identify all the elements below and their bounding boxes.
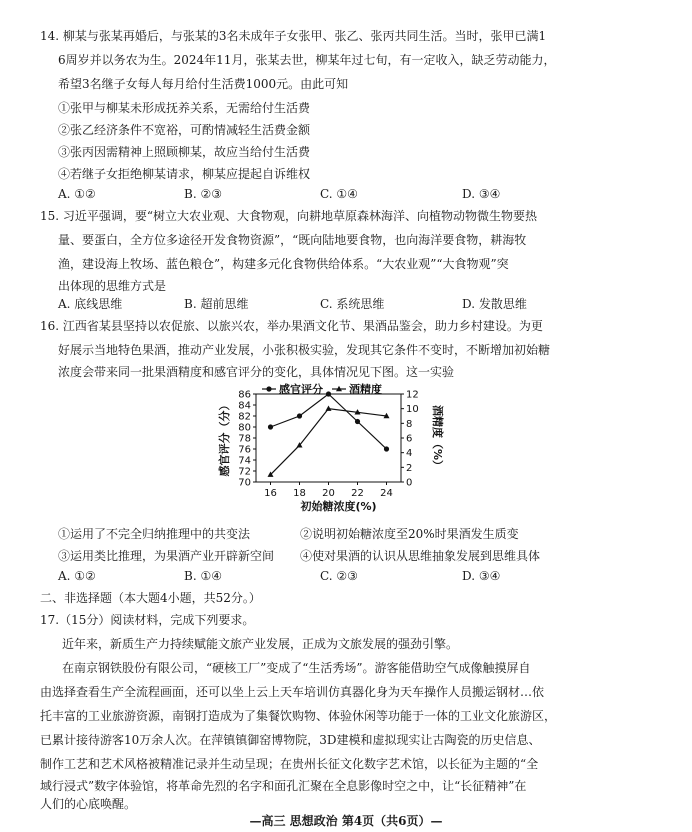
legend-label-sensory: 感官评分: [279, 383, 323, 396]
x-tick-label: 16: [264, 488, 277, 499]
q15-stem-line-3: 渔，建设海上牧场、蓝色粮仓”，构建多元化食物供给体系。“大农业观”“大食物观”突: [58, 257, 509, 271]
q15-stem-line-2: 量、要蛋白，全方位多途径开发食物资源”，“既向陆地要食物，也向海洋要食物，耕海牧: [58, 233, 527, 247]
left-tick-label: 86: [238, 389, 251, 401]
right-tick-label: 8: [406, 418, 413, 430]
q16-statement-2: ②说明初始糖浓度至20%时果酒发生质变: [300, 527, 519, 541]
q17-paragraph-2-line-5: 制作工艺和艺术风格被精准记录并生动呈现；在贵州长征文化数字艺术馆，以长征为主题的“全: [40, 757, 539, 771]
x-tick-label: 18: [293, 488, 306, 499]
legend-marker-sensory: [266, 386, 271, 391]
q17-paragraph-2-line-7: 人们的心底唤醒。: [40, 797, 137, 811]
sensory-score-point: [384, 446, 389, 451]
right-tick-label: 10: [406, 404, 419, 416]
q15-option-a[interactable]: A. 底线思维: [58, 297, 123, 311]
q15-option-d[interactable]: D. 发散思维: [462, 297, 527, 311]
left-tick-label: 72: [238, 466, 251, 478]
q17-paragraph-1: 近年来，新质生产力持续赋能文旅产业发展，正成为文旅发展的强劲引擎。: [62, 637, 459, 651]
q15-option-b[interactable]: B. 超前思维: [184, 297, 249, 311]
q16-option-c[interactable]: C. ②③: [320, 569, 358, 583]
section-2-heading: 二、非选择题（本大题4小题，共52分。）: [40, 591, 261, 605]
q14-stem-line-1: 14. 柳某与张某再婚后，与张某的3名未成年子女张甲、张乙、张丙共同生活。当时，张甲已满1: [40, 29, 547, 43]
q15-option-c[interactable]: C. 系统思维: [320, 297, 385, 311]
sensory-score-point: [297, 413, 302, 418]
q15-stem-line-1: 15. 习近平强调，要“树立大农业观、大食物观，向耕地草原森林海洋、向植物动物微生物要热: [40, 209, 538, 223]
page-footer: —高三 思想政治 第4页（共6页）—: [249, 814, 443, 828]
series-line-sensory-score: [271, 394, 387, 449]
right-tick-label: 2: [406, 462, 413, 474]
legend-label-alcohol: 酒精度: [349, 383, 382, 396]
x-tick-label: 24: [380, 488, 393, 499]
chart-legend: [262, 382, 382, 396]
q14-statement-4: ④若继子女拒绝柳某请求，柳某应提起自诉维权: [58, 167, 311, 181]
q17-paragraph-2-line-1: 在南京钢铁股份有限公司，“硬核工厂”变成了“生活秀场”。游客能借助空气成像触摸屏自: [62, 661, 531, 675]
left-axis-label: 感官评分（分）: [218, 399, 231, 477]
right-tick-label: 12: [406, 389, 419, 401]
q14-statement-1: ①张甲与柳某未形成抚养关系，无需给付生活费: [58, 101, 311, 115]
q17-paragraph-2-line-3: 托丰富的工业旅游资源，南钢打造成为了集餐饮购物、体验休闲等功能于一体的工业文化旅游区，: [40, 709, 557, 723]
left-tick-label: 70: [238, 477, 251, 489]
q17-title: 17.（15分）阅读材料，完成下列要求。: [40, 613, 255, 627]
x-axis-label: 初始糖浓度(%): [300, 500, 377, 513]
right-tick-label: 4: [406, 448, 413, 460]
left-tick-label: 80: [238, 422, 251, 434]
left-tick-label: 76: [238, 444, 251, 456]
q14-option-a[interactable]: A. ①②: [58, 187, 96, 201]
sugar-concentration-chart: [196, 380, 456, 520]
left-tick-label: 84: [238, 400, 251, 412]
q16-stem-line-1: 16. 江西省某县坚持以农促旅、以旅兴农，举办果酒文化节、果酒品鉴会，助力乡村建设。为更: [40, 319, 543, 333]
q16-statement-3: ③运用类比推理，为果酒产业开辟新空间: [58, 549, 275, 563]
q16-option-a[interactable]: A. ①②: [58, 569, 96, 583]
q16-stem-line-2: 好展示当地特色果酒，推动产业发展，小张积极实验，发现其它条件不变时，不断增加初始糖: [58, 343, 551, 357]
x-tick-label: 22: [351, 488, 364, 499]
q17-paragraph-2-line-2: 由选择查看生产全流程画面，还可以坐上云上天车培训仿真器化身为天车操作人员搬运钢材…依: [40, 685, 545, 699]
right-axis-label: 酒精度（%）: [431, 404, 444, 472]
sensory-score-point: [326, 391, 331, 396]
q17-paragraph-2-line-6: 域行浸式”数字体验馆，将革命先烈的名字和面孔汇聚在全息影像时空之中，让“长征精神”在: [40, 779, 527, 793]
q17-paragraph-2-line-4: 已累计接待游客10万余人次。在萍镇镇御窑博物院，3D建模和虚拟现实让古陶瓷的历史信息、: [40, 733, 541, 747]
q14-option-c[interactable]: C. ①④: [320, 187, 358, 201]
q16-statement-4: ④使对果酒的认识从思维抽象发展到思维具体: [300, 549, 541, 563]
sensory-score-point: [355, 419, 360, 424]
q16-option-b[interactable]: B. ①④: [184, 569, 222, 583]
left-tick-label: 78: [238, 433, 251, 445]
q14-statement-3: ③张丙因需精神上照顾柳某，故应当给付生活费: [58, 145, 311, 159]
q14-statement-2: ②张乙经济条件不宽裕，可酌情减轻生活费金额: [58, 123, 311, 137]
right-tick-label: 0: [406, 477, 413, 489]
q16-option-d[interactable]: D. ③④: [462, 569, 501, 583]
q14-stem-line-2: 6周岁并以务农为生。2024年11月，张某去世，柳某年过七旬，有一定收入，缺乏劳动能力，: [58, 53, 556, 67]
right-tick-label: 6: [406, 433, 413, 445]
q14-option-b[interactable]: B. ②③: [184, 187, 222, 201]
left-tick-label: 82: [238, 411, 251, 423]
q16-statement-1: ①运用了不完全归纳推理中的共变法: [58, 527, 251, 541]
chart-series: [268, 391, 390, 476]
q15-stem-line-4: 出体现的思维方式是: [58, 279, 167, 293]
sensory-score-point: [268, 424, 273, 429]
q14-option-d[interactable]: D. ③④: [462, 187, 501, 201]
x-tick-label: 20: [322, 488, 335, 499]
left-tick-label: 74: [238, 455, 251, 467]
series-line-alcohol: [271, 409, 387, 475]
q16-stem-line-3: 浓度会带来同一批果酒精度和感官评分的变化，具体情况见下图。这一实验: [58, 365, 455, 379]
alcohol-point: [326, 405, 332, 410]
q14-stem-line-3: 希望3名继子女每人每月给付生活费1000元。由此可知: [58, 77, 349, 91]
chart-axes: [217, 390, 445, 514]
